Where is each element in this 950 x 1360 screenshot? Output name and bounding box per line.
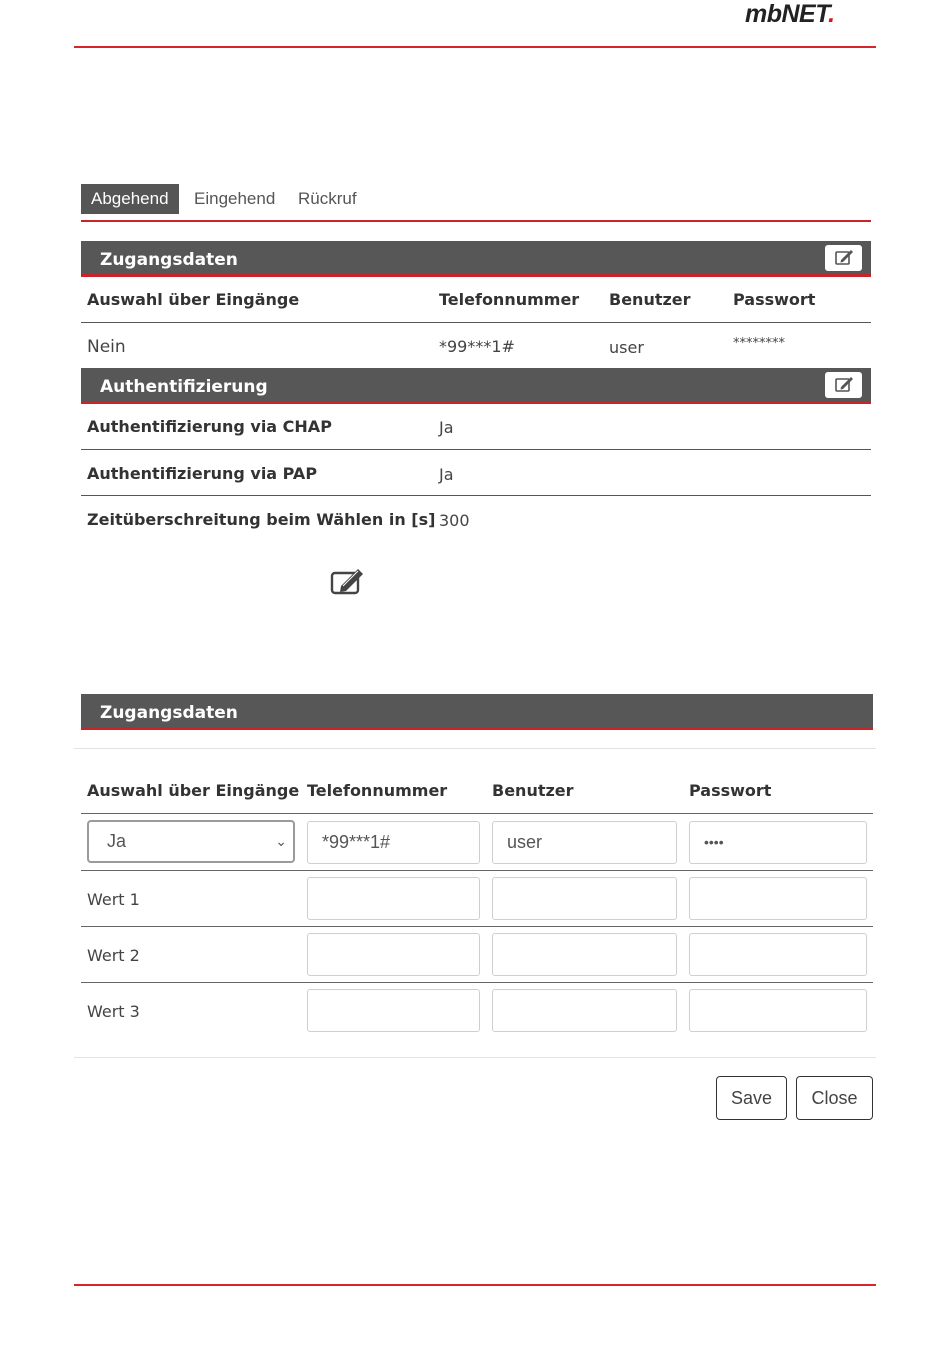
wert-1-telefon-input[interactable] [307, 877, 480, 920]
auswahl-select-value: Ja [107, 831, 127, 851]
dialog-title: Zugangsdaten [100, 703, 238, 723]
divider [81, 322, 871, 323]
auth-label-pap: Authentifizierung via PAP [87, 464, 318, 483]
footer-rule [74, 1284, 876, 1286]
divider [81, 495, 871, 496]
wert-2-benutzer-input[interactable] [492, 933, 677, 976]
form-header-passwort: Passwort [689, 781, 772, 800]
wert-2-passwort-input[interactable] [689, 933, 867, 976]
divider [81, 449, 871, 450]
tab-abgehend[interactable]: Abgehend [81, 184, 179, 214]
cell-passwort: ******** [733, 336, 785, 351]
col-header-telefon: Telefonnummer [439, 290, 580, 309]
dialog-header-zugangsdaten [81, 694, 873, 730]
auth-value-timeout: 300 [439, 511, 470, 530]
cell-benutzer: user [609, 338, 644, 357]
dialog-separator [74, 748, 876, 749]
edit-authentifizierung-button[interactable] [825, 372, 862, 398]
wert-1-benutzer-input[interactable] [492, 877, 677, 920]
cell-telefon: *99***1# [439, 337, 515, 356]
passwort-input[interactable]: •••• [689, 821, 867, 864]
wert-1-passwort-input[interactable] [689, 877, 867, 920]
wert-3-telefon-input[interactable] [307, 989, 480, 1032]
section-title: Zugangsdaten [100, 250, 238, 270]
close-button[interactable]: Close [796, 1076, 873, 1120]
cell-auswahl: Nein [87, 337, 126, 357]
col-header-benutzer: Benutzer [609, 290, 691, 309]
auth-value-pap: Ja [439, 465, 454, 484]
header-rule [74, 46, 876, 48]
col-header-auswahl: Auswahl über Eingänge [87, 290, 300, 309]
edit-zugangsdaten-button[interactable] [825, 245, 862, 271]
form-header-telefon: Telefonnummer [307, 781, 448, 800]
wert-3-passwort-input[interactable] [689, 989, 867, 1032]
row-label-wert-1: Wert 1 [87, 890, 140, 909]
wert-2-telefon-input[interactable] [307, 933, 480, 976]
edit-icon [825, 372, 862, 398]
row-label-wert-2: Wert 2 [87, 946, 140, 965]
divider [81, 870, 873, 871]
divider [81, 926, 873, 927]
form-header-benutzer: Benutzer [492, 781, 574, 800]
logo-dot: . [828, 0, 835, 28]
edit-icon [825, 245, 862, 271]
auth-label-timeout: Zeitüberschreitung beim Wählen in [s] [87, 510, 436, 529]
col-header-passwort: Passwort [733, 290, 816, 309]
chevron-down-icon: ⌄ [275, 833, 287, 849]
telefon-input[interactable]: *99***1# [307, 821, 480, 864]
wert-3-benutzer-input[interactable] [492, 989, 677, 1032]
row-label-wert-3: Wert 3 [87, 1002, 140, 1021]
mbnet-logo [745, 0, 835, 30]
tab-bar [81, 184, 871, 222]
logo-text: mbNET [745, 0, 829, 28]
tab-eingehend[interactable]: Eingehend [194, 189, 276, 208]
edit-icon [330, 567, 366, 597]
auth-value-chap: Ja [439, 418, 454, 437]
dialog-footer-separator [74, 1057, 876, 1058]
divider [81, 813, 873, 814]
section-title: Authentifizierung [100, 377, 268, 397]
section-header-zugangsdaten [81, 241, 871, 277]
tab-rueckruf[interactable]: Rückruf [298, 189, 357, 208]
form-header-auswahl: Auswahl über Eingänge [87, 781, 300, 800]
auswahl-select[interactable] [87, 820, 295, 863]
auth-label-chap: Authentifizierung via CHAP [87, 417, 332, 436]
save-button[interactable]: Save [716, 1076, 787, 1120]
divider [81, 982, 873, 983]
section-header-authentifizierung [81, 368, 871, 404]
benutzer-input[interactable]: user [492, 821, 677, 864]
